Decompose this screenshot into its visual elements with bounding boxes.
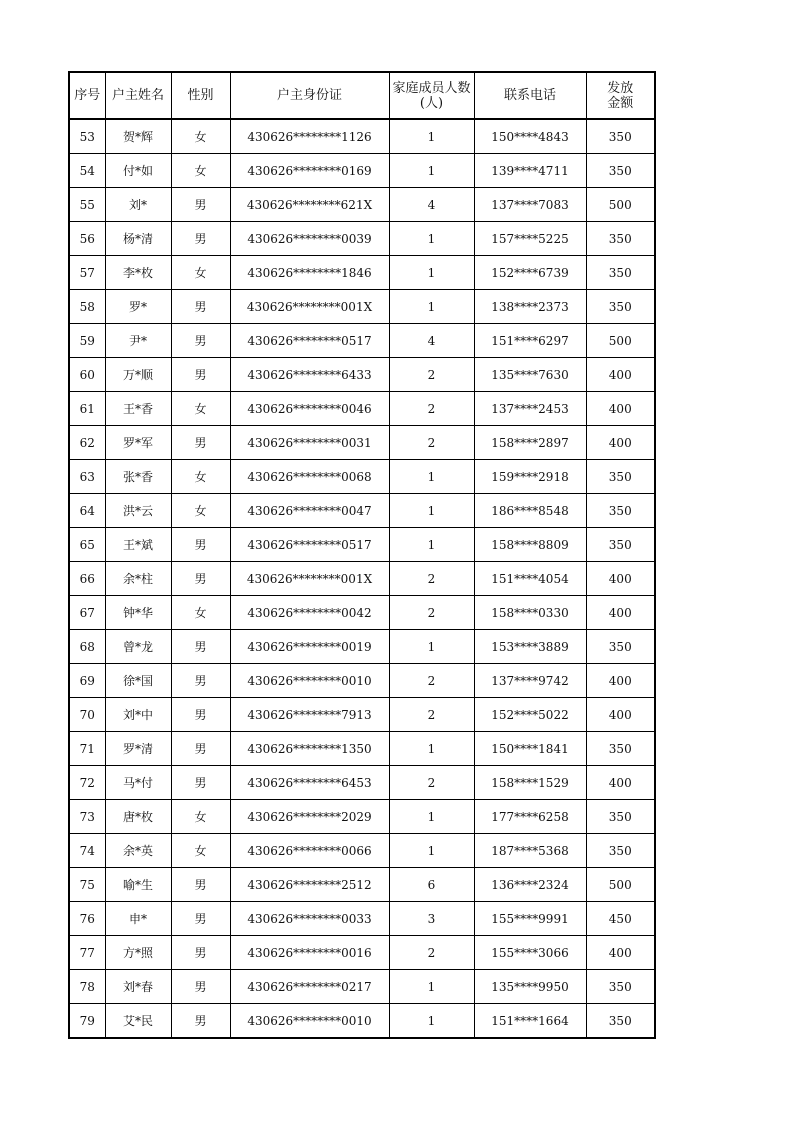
cell-phone: 137****2453	[474, 392, 586, 426]
cell-sex: 男	[171, 528, 230, 562]
cell-member-count: 2	[389, 426, 474, 460]
cell-no: 77	[69, 936, 105, 970]
cell-no: 78	[69, 970, 105, 1004]
cell-no: 58	[69, 290, 105, 324]
cell-sex: 男	[171, 970, 230, 1004]
cell-phone: 159****2918	[474, 460, 586, 494]
cell-member-count: 2	[389, 766, 474, 800]
cell-amount: 350	[586, 494, 655, 528]
cell-member-count: 4	[389, 188, 474, 222]
cell-name: 刘*	[105, 188, 171, 222]
table-row	[69, 936, 655, 970]
cell-phone: 187****5368	[474, 834, 586, 868]
cell-sex: 男	[171, 664, 230, 698]
cell-sex: 男	[171, 426, 230, 460]
cell-amount: 400	[586, 426, 655, 460]
cell-member-count: 4	[389, 324, 474, 358]
cell-member-count: 1	[389, 119, 474, 154]
cell-id: 430626********2029	[230, 800, 389, 834]
cell-amount: 400	[586, 358, 655, 392]
table-row	[69, 494, 655, 528]
cell-phone: 151****6297	[474, 324, 586, 358]
cell-member-count: 1	[389, 1004, 474, 1039]
header-name: 户主姓名	[105, 72, 171, 119]
cell-name: 付*如	[105, 154, 171, 188]
cell-no: 70	[69, 698, 105, 732]
cell-id: 430626********0042	[230, 596, 389, 630]
subsidy-table	[68, 71, 656, 1039]
cell-phone: 150****4843	[474, 119, 586, 154]
cell-id: 430626********0033	[230, 902, 389, 936]
cell-no: 73	[69, 800, 105, 834]
table-body	[69, 119, 655, 1038]
cell-sex: 男	[171, 290, 230, 324]
cell-name: 刘*中	[105, 698, 171, 732]
cell-amount: 400	[586, 664, 655, 698]
cell-name: 余*柱	[105, 562, 171, 596]
cell-no: 74	[69, 834, 105, 868]
cell-phone: 137****7083	[474, 188, 586, 222]
cell-sex: 男	[171, 766, 230, 800]
cell-member-count: 1	[389, 222, 474, 256]
cell-phone: 138****2373	[474, 290, 586, 324]
cell-sex: 男	[171, 1004, 230, 1039]
cell-amount: 350	[586, 528, 655, 562]
cell-member-count: 2	[389, 698, 474, 732]
cell-no: 71	[69, 732, 105, 766]
cell-member-count: 2	[389, 936, 474, 970]
cell-id: 430626********0068	[230, 460, 389, 494]
cell-phone: 158****0330	[474, 596, 586, 630]
cell-name: 罗*军	[105, 426, 171, 460]
cell-no: 72	[69, 766, 105, 800]
cell-no: 55	[69, 188, 105, 222]
table-row	[69, 698, 655, 732]
cell-phone: 136****2324	[474, 868, 586, 902]
cell-member-count: 1	[389, 834, 474, 868]
cell-member-count: 6	[389, 868, 474, 902]
cell-sex: 女	[171, 256, 230, 290]
cell-id: 430626********0047	[230, 494, 389, 528]
cell-no: 54	[69, 154, 105, 188]
cell-sex: 男	[171, 698, 230, 732]
cell-phone: 155****9991	[474, 902, 586, 936]
cell-name: 洪*云	[105, 494, 171, 528]
cell-id: 430626********6453	[230, 766, 389, 800]
cell-member-count: 1	[389, 154, 474, 188]
cell-id: 430626********0016	[230, 936, 389, 970]
cell-amount: 350	[586, 256, 655, 290]
cell-phone: 152****5022	[474, 698, 586, 732]
cell-no: 76	[69, 902, 105, 936]
cell-sex: 女	[171, 596, 230, 630]
cell-amount: 500	[586, 868, 655, 902]
cell-sex: 男	[171, 324, 230, 358]
table-header	[69, 72, 655, 119]
cell-amount: 350	[586, 732, 655, 766]
table-row	[69, 732, 655, 766]
cell-amount: 450	[586, 902, 655, 936]
cell-id: 430626********621X	[230, 188, 389, 222]
cell-sex: 女	[171, 154, 230, 188]
cell-member-count: 2	[389, 358, 474, 392]
cell-phone: 151****1664	[474, 1004, 586, 1039]
cell-member-count: 1	[389, 494, 474, 528]
cell-amount: 400	[586, 562, 655, 596]
header-amount	[586, 72, 655, 119]
cell-sex: 女	[171, 494, 230, 528]
cell-phone: 158****1529	[474, 766, 586, 800]
cell-sex: 女	[171, 834, 230, 868]
cell-name: 方*照	[105, 936, 171, 970]
cell-no: 66	[69, 562, 105, 596]
cell-phone: 135****9950	[474, 970, 586, 1004]
cell-phone: 177****6258	[474, 800, 586, 834]
cell-phone: 151****4054	[474, 562, 586, 596]
header-member-count-line1: 家庭成员人数	[392, 80, 471, 96]
cell-id: 430626********0169	[230, 154, 389, 188]
cell-name: 刘*春	[105, 970, 171, 1004]
cell-name: 余*英	[105, 834, 171, 868]
table-row	[69, 630, 655, 664]
cell-amount: 400	[586, 698, 655, 732]
cell-phone: 158****2897	[474, 426, 586, 460]
table-row	[69, 460, 655, 494]
cell-name: 王*香	[105, 392, 171, 426]
cell-amount: 350	[586, 222, 655, 256]
cell-member-count: 1	[389, 290, 474, 324]
cell-id: 430626********0019	[230, 630, 389, 664]
cell-amount: 350	[586, 630, 655, 664]
table-row	[69, 664, 655, 698]
cell-id: 430626********0010	[230, 1004, 389, 1039]
cell-sex: 女	[171, 392, 230, 426]
cell-phone: 157****5225	[474, 222, 586, 256]
cell-name: 王*斌	[105, 528, 171, 562]
cell-member-count: 2	[389, 392, 474, 426]
cell-id: 430626********0039	[230, 222, 389, 256]
table-row	[69, 256, 655, 290]
cell-no: 61	[69, 392, 105, 426]
cell-sex: 男	[171, 358, 230, 392]
cell-name: 钟*华	[105, 596, 171, 630]
cell-id: 430626********1126	[230, 119, 389, 154]
table-row	[69, 119, 655, 154]
table-row	[69, 188, 655, 222]
cell-no: 56	[69, 222, 105, 256]
cell-id: 430626********0031	[230, 426, 389, 460]
table-row	[69, 154, 655, 188]
cell-id: 430626********0046	[230, 392, 389, 426]
cell-id: 430626********0517	[230, 528, 389, 562]
header-amount-line1: 发放	[607, 80, 634, 96]
cell-sex: 男	[171, 188, 230, 222]
table-row	[69, 902, 655, 936]
cell-member-count: 1	[389, 630, 474, 664]
table-row	[69, 1004, 655, 1039]
cell-sex: 男	[171, 732, 230, 766]
cell-member-count: 2	[389, 562, 474, 596]
cell-no: 57	[69, 256, 105, 290]
cell-name: 唐*枚	[105, 800, 171, 834]
table-row	[69, 290, 655, 324]
cell-id: 430626********0010	[230, 664, 389, 698]
header-amount-line2: 金额	[607, 95, 634, 111]
cell-id: 430626********6433	[230, 358, 389, 392]
table-row	[69, 358, 655, 392]
cell-phone: 135****7630	[474, 358, 586, 392]
cell-name: 万*顺	[105, 358, 171, 392]
cell-name: 尹*	[105, 324, 171, 358]
cell-phone: 158****8809	[474, 528, 586, 562]
cell-id: 430626********2512	[230, 868, 389, 902]
table-row	[69, 392, 655, 426]
table-row	[69, 800, 655, 834]
cell-name: 罗*	[105, 290, 171, 324]
cell-no: 60	[69, 358, 105, 392]
cell-member-count: 1	[389, 970, 474, 1004]
header-no: 序号	[69, 72, 105, 119]
cell-name: 马*付	[105, 766, 171, 800]
cell-name: 贺*辉	[105, 119, 171, 154]
cell-name: 李*枚	[105, 256, 171, 290]
cell-no: 79	[69, 1004, 105, 1039]
cell-member-count: 1	[389, 528, 474, 562]
cell-phone: 139****4711	[474, 154, 586, 188]
table-row	[69, 528, 655, 562]
table-row	[69, 222, 655, 256]
cell-name: 喻*生	[105, 868, 171, 902]
cell-no: 69	[69, 664, 105, 698]
cell-phone: 155****3066	[474, 936, 586, 970]
cell-name: 罗*清	[105, 732, 171, 766]
table-row	[69, 868, 655, 902]
cell-id: 430626********1350	[230, 732, 389, 766]
cell-id: 430626********1846	[230, 256, 389, 290]
cell-amount: 350	[586, 1004, 655, 1039]
cell-amount: 350	[586, 290, 655, 324]
cell-no: 53	[69, 119, 105, 154]
header-row	[69, 72, 655, 119]
cell-sex: 女	[171, 119, 230, 154]
cell-no: 68	[69, 630, 105, 664]
cell-amount: 400	[586, 766, 655, 800]
table-row	[69, 324, 655, 358]
table-row	[69, 596, 655, 630]
table-row	[69, 562, 655, 596]
cell-no: 64	[69, 494, 105, 528]
cell-amount: 500	[586, 324, 655, 358]
header-sex: 性别	[171, 72, 230, 119]
cell-amount: 350	[586, 970, 655, 1004]
cell-phone: 153****3889	[474, 630, 586, 664]
cell-member-count: 1	[389, 732, 474, 766]
table-row	[69, 766, 655, 800]
cell-phone: 186****8548	[474, 494, 586, 528]
cell-amount: 350	[586, 800, 655, 834]
header-member-count-line2: (人)	[419, 95, 444, 111]
cell-no: 65	[69, 528, 105, 562]
cell-id: 430626********001X	[230, 290, 389, 324]
cell-id: 430626********7913	[230, 698, 389, 732]
cell-amount: 400	[586, 596, 655, 630]
table-row	[69, 426, 655, 460]
cell-sex: 女	[171, 800, 230, 834]
header-member-count	[389, 72, 474, 119]
cell-sex: 男	[171, 936, 230, 970]
table-row	[69, 970, 655, 1004]
cell-name: 曾*龙	[105, 630, 171, 664]
header-id: 户主身份证	[230, 72, 389, 119]
cell-no: 67	[69, 596, 105, 630]
cell-sex: 女	[171, 460, 230, 494]
cell-member-count: 2	[389, 596, 474, 630]
cell-phone: 152****6739	[474, 256, 586, 290]
cell-sex: 男	[171, 902, 230, 936]
cell-id: 430626********001X	[230, 562, 389, 596]
cell-sex: 男	[171, 868, 230, 902]
header-phone: 联系电话	[474, 72, 586, 119]
cell-amount: 350	[586, 119, 655, 154]
cell-id: 430626********0066	[230, 834, 389, 868]
cell-member-count: 3	[389, 902, 474, 936]
table-row	[69, 834, 655, 868]
cell-name: 申*	[105, 902, 171, 936]
cell-id: 430626********0517	[230, 324, 389, 358]
cell-amount: 350	[586, 460, 655, 494]
cell-amount: 400	[586, 392, 655, 426]
cell-member-count: 2	[389, 664, 474, 698]
cell-name: 艾*民	[105, 1004, 171, 1039]
cell-amount: 350	[586, 834, 655, 868]
cell-name: 杨*清	[105, 222, 171, 256]
cell-id: 430626********0217	[230, 970, 389, 1004]
cell-member-count: 1	[389, 800, 474, 834]
cell-name: 张*香	[105, 460, 171, 494]
cell-amount: 350	[586, 154, 655, 188]
cell-member-count: 1	[389, 460, 474, 494]
cell-amount: 500	[586, 188, 655, 222]
cell-sex: 男	[171, 222, 230, 256]
cell-no: 62	[69, 426, 105, 460]
cell-sex: 男	[171, 562, 230, 596]
cell-no: 59	[69, 324, 105, 358]
cell-amount: 400	[586, 936, 655, 970]
cell-no: 75	[69, 868, 105, 902]
cell-phone: 137****9742	[474, 664, 586, 698]
cell-name: 徐*国	[105, 664, 171, 698]
cell-phone: 150****1841	[474, 732, 586, 766]
cell-member-count: 1	[389, 256, 474, 290]
cell-no: 63	[69, 460, 105, 494]
cell-sex: 男	[171, 630, 230, 664]
